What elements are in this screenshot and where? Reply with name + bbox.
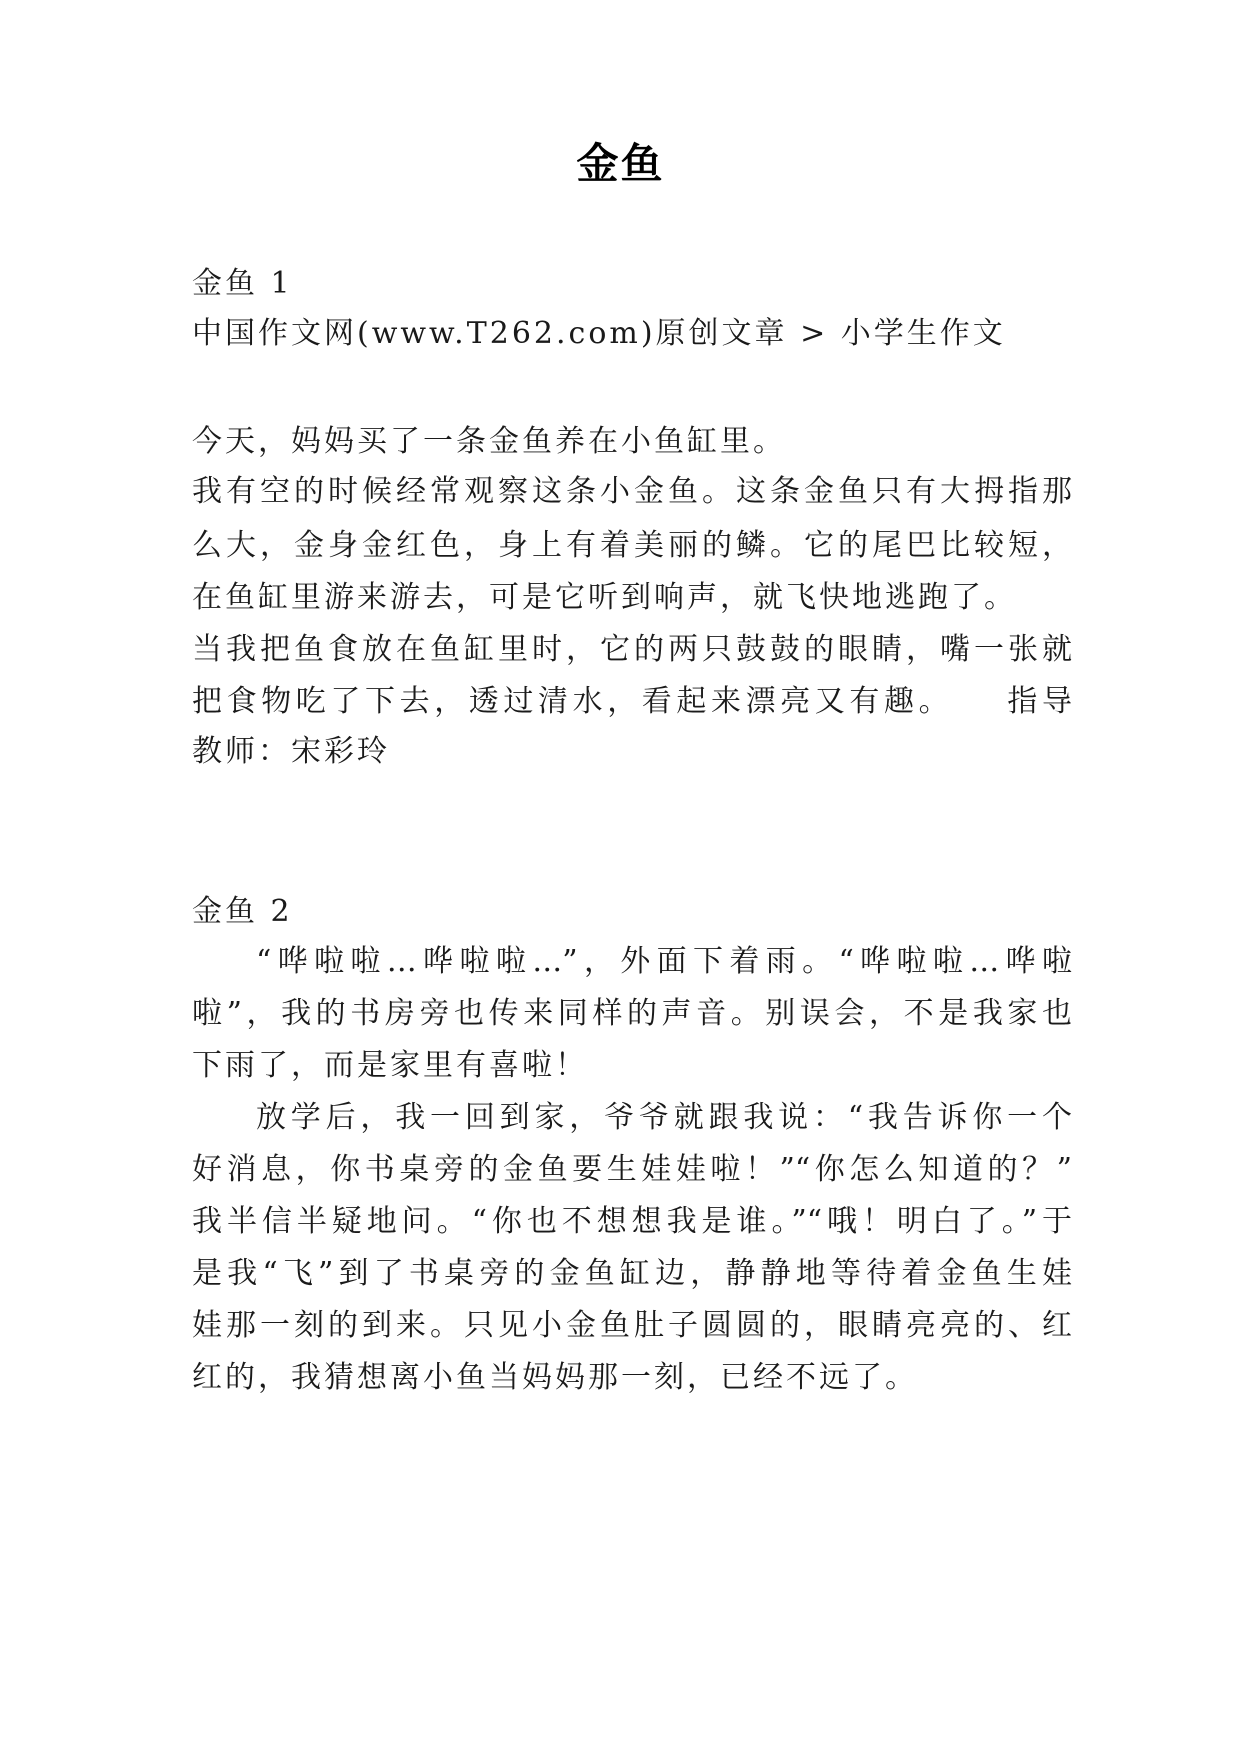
essay2-line: 放学后，我一回到家，爷爷就跟我说：“我告诉你一个	[256, 1100, 1072, 1135]
essay1-line: 我有空的时候经常观察这条小金鱼。这条金鱼只有大拇指那	[192, 474, 1072, 509]
essay2-heading: 金鱼 2	[192, 894, 293, 929]
essay2-line: 娃那一刻的到来。只见小金鱼肚子圆圆的，眼睛亮亮的、红	[192, 1308, 1072, 1343]
essay2-line: 是我“飞”到了书桌旁的金鱼缸边，静静地等待着金鱼生娃	[192, 1256, 1072, 1291]
document-title: 金鱼	[576, 139, 665, 188]
essay2-line: “哗啦啦…哗啦啦…”，外面下着雨。“哗啦啦…哗啦	[256, 944, 1072, 979]
essay2-line: 啦”，我的书房旁也传来同样的声音。别误会，不是我家也	[192, 996, 1072, 1031]
essay2-line: 好消息，你书桌旁的金鱼要生娃娃啦！”“你怎么知道的？”	[192, 1152, 1072, 1187]
essay1-line: 么大，金身金红色，身上有着美丽的鳞。它的尾巴比较短，	[192, 528, 1072, 563]
essay2-line: 我半信半疑地问。“你也不想想我是谁。”“哦！明白了。”于	[192, 1204, 1072, 1239]
essay1-heading: 金鱼 1	[192, 266, 293, 301]
essay1-line: 在鱼缸里游来游去，可是它听到响声，就飞快地逃跑了。	[192, 580, 1017, 615]
essay1-line: 把食物吃了下去，透过清水，看起来漂亮又有趣。 指导	[192, 684, 1072, 719]
essay2-line: 红的，我猜想离小鱼当妈妈那一刻，已经不远了。	[192, 1360, 918, 1395]
essay1-line: 今天，妈妈买了一条金鱼养在小鱼缸里。	[192, 424, 786, 459]
essay1-source: 中国作文网(www.T262.com)原创文章 > 小学生作文	[192, 316, 1006, 351]
essay1-line: 当我把鱼食放在鱼缸里时，它的两只鼓鼓的眼睛，嘴一张就	[192, 632, 1072, 667]
essay2-line: 下雨了，而是家里有喜啦！	[192, 1048, 588, 1083]
essay1-line: 教师：宋彩玲	[192, 734, 390, 769]
